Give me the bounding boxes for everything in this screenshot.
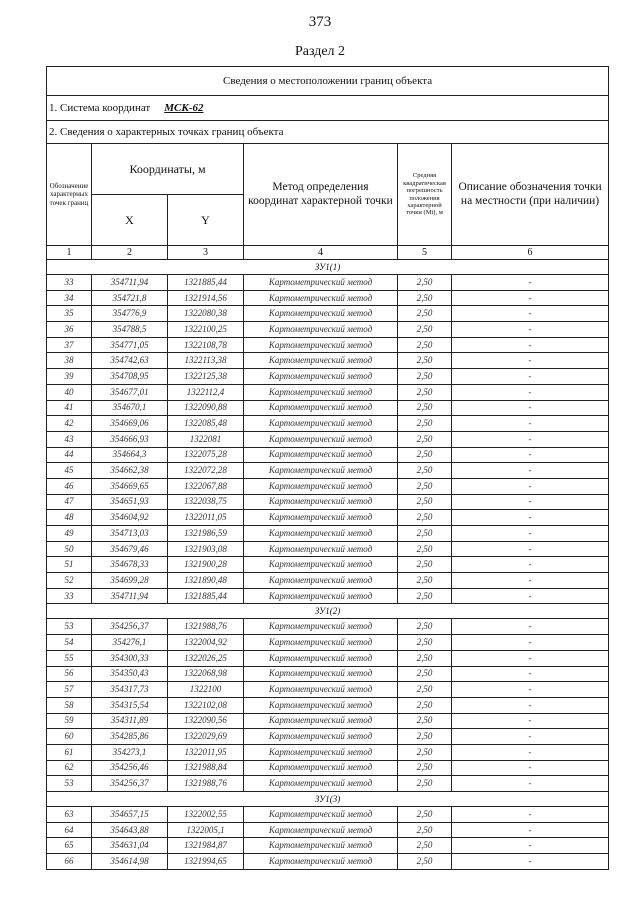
method-cell: Картометрический метод — [244, 478, 398, 494]
page-number: 373 — [308, 14, 332, 30]
method-cell: Картометрический метод — [244, 322, 398, 338]
method-cell: Картометрический метод — [244, 807, 398, 823]
description-cell: - — [452, 666, 609, 682]
method-cell: Картометрический метод — [244, 666, 398, 682]
y-coordinate-cell: 1321986,59 — [168, 526, 244, 542]
description-cell: - — [452, 478, 609, 494]
description-cell: - — [452, 494, 609, 510]
table-row — [47, 854, 609, 870]
header-y: Y — [168, 195, 244, 246]
y-coordinate-cell: 1322108,78 — [168, 337, 244, 353]
table-row — [47, 447, 609, 463]
table-row — [47, 697, 609, 713]
y-coordinate-cell: 1322005,1 — [168, 822, 244, 838]
method-cell: Картометрический метод — [244, 588, 398, 604]
description-cell: - — [452, 369, 609, 385]
point-number-cell: 34 — [47, 290, 92, 306]
error-cell: 2,50 — [398, 822, 452, 838]
y-coordinate-cell: 1322102,08 — [168, 697, 244, 713]
error-cell: 2,50 — [398, 353, 452, 369]
group-name: ЗУ1(3) — [47, 792, 609, 807]
x-coordinate-cell: 354669,06 — [92, 416, 168, 432]
x-coordinate-cell: 354604,92 — [92, 510, 168, 526]
table-row — [47, 557, 609, 573]
method-cell: Картометрический метод — [244, 447, 398, 463]
point-number-cell: 64 — [47, 822, 92, 838]
section-title: Раздел 2 — [294, 44, 346, 59]
error-cell: 2,50 — [398, 650, 452, 666]
description-cell: - — [452, 573, 609, 589]
description-cell: - — [452, 744, 609, 760]
error-cell: 2,50 — [398, 541, 452, 557]
error-cell: 2,50 — [398, 838, 452, 854]
x-coordinate-cell: 354317,73 — [92, 682, 168, 698]
table-row — [47, 807, 609, 823]
method-cell: Картометрический метод — [244, 510, 398, 526]
x-coordinate-cell: 354666,93 — [92, 431, 168, 447]
error-cell: 2,50 — [398, 478, 452, 494]
table-row — [47, 760, 609, 776]
column-number: 6 — [452, 246, 609, 260]
column-number: 4 — [244, 246, 398, 260]
description-cell: - — [452, 557, 609, 573]
table-row — [47, 744, 609, 760]
description-cell: - — [452, 400, 609, 416]
point-number-cell: 53 — [47, 619, 92, 635]
x-coordinate-cell: 354662,38 — [92, 463, 168, 479]
x-coordinate-cell: 354677,01 — [92, 384, 168, 400]
header-point-description: Описание обозначения точки на местности (при наличии) — [452, 144, 609, 246]
y-coordinate-cell: 1322090,88 — [168, 400, 244, 416]
point-number-cell: 33 — [47, 275, 92, 291]
method-cell: Картометрический метод — [244, 697, 398, 713]
description-cell: - — [452, 776, 609, 792]
error-cell: 2,50 — [398, 416, 452, 432]
x-coordinate-cell: 354315,54 — [92, 697, 168, 713]
description-cell: - — [452, 697, 609, 713]
point-number-cell: 56 — [47, 666, 92, 682]
x-coordinate-cell: 354276,1 — [92, 635, 168, 651]
method-cell: Картометрический метод — [244, 744, 398, 760]
x-coordinate-cell: 354256,46 — [92, 760, 168, 776]
description-cell: - — [452, 275, 609, 291]
description-cell: - — [452, 713, 609, 729]
point-number-cell: 47 — [47, 494, 92, 510]
y-coordinate-cell: 1322090,56 — [168, 713, 244, 729]
description-cell: - — [452, 463, 609, 479]
error-cell: 2,50 — [398, 573, 452, 589]
description-cell: - — [452, 384, 609, 400]
table-row — [47, 729, 609, 745]
method-cell: Картометрический метод — [244, 776, 398, 792]
x-coordinate-cell: 354643,88 — [92, 822, 168, 838]
error-cell: 2,50 — [398, 494, 452, 510]
error-cell: 2,50 — [398, 526, 452, 542]
x-coordinate-cell: 354742,63 — [92, 353, 168, 369]
table-row — [47, 776, 609, 792]
header-mean-square-error: Средняя квадратическая погрешность положения характерной точки (Mt), м — [398, 144, 452, 246]
method-cell: Картометрический метод — [244, 275, 398, 291]
column-number: 3 — [168, 246, 244, 260]
method-cell: Картометрический метод — [244, 306, 398, 322]
method-cell: Картометрический метод — [244, 650, 398, 666]
point-number-cell: 41 — [47, 400, 92, 416]
description-cell: - — [452, 322, 609, 338]
error-cell: 2,50 — [398, 306, 452, 322]
method-cell: Картометрический метод — [244, 619, 398, 635]
group-header-row — [47, 604, 609, 619]
points-section-label: 2. Сведения о характерных точках границ объекта — [47, 121, 609, 144]
point-number-cell: 42 — [47, 416, 92, 432]
table-row — [47, 275, 609, 291]
table-row — [47, 384, 609, 400]
error-cell: 2,50 — [398, 431, 452, 447]
coordinate-system-label: 1. Система координат — [49, 101, 151, 114]
description-cell: - — [452, 854, 609, 870]
y-coordinate-cell: 1322085,48 — [168, 416, 244, 432]
point-number-cell: 53 — [47, 776, 92, 792]
x-coordinate-cell: 354776,9 — [92, 306, 168, 322]
description-cell: - — [452, 337, 609, 353]
table-row — [47, 463, 609, 479]
table-row — [47, 337, 609, 353]
y-coordinate-cell: 1322080,38 — [168, 306, 244, 322]
method-cell: Картометрический метод — [244, 463, 398, 479]
point-number-cell: 52 — [47, 573, 92, 589]
error-cell: 2,50 — [398, 447, 452, 463]
y-coordinate-cell: 1321900,28 — [168, 557, 244, 573]
y-coordinate-cell: 1322100 — [168, 682, 244, 698]
column-number: 5 — [398, 246, 452, 260]
method-cell: Картометрический метод — [244, 682, 398, 698]
x-coordinate-cell: 354679,46 — [92, 541, 168, 557]
error-cell: 2,50 — [398, 682, 452, 698]
column-numbers-row — [47, 246, 609, 260]
table-row — [47, 635, 609, 651]
y-coordinate-cell: 1321890,48 — [168, 573, 244, 589]
description-cell: - — [452, 619, 609, 635]
point-number-cell: 55 — [47, 650, 92, 666]
x-coordinate-cell: 354669,65 — [92, 478, 168, 494]
x-coordinate-cell: 354350,43 — [92, 666, 168, 682]
y-coordinate-cell: 1321914,56 — [168, 290, 244, 306]
x-coordinate-cell: 354256,37 — [92, 776, 168, 792]
description-cell: - — [452, 510, 609, 526]
group-name: ЗУ1(1) — [47, 260, 609, 275]
y-coordinate-cell: 1321903,08 — [168, 541, 244, 557]
x-coordinate-cell: 354614,98 — [92, 854, 168, 870]
error-cell: 2,50 — [398, 666, 452, 682]
error-cell: 2,50 — [398, 369, 452, 385]
description-cell: - — [452, 353, 609, 369]
x-coordinate-cell: 354711,94 — [92, 588, 168, 604]
error-cell: 2,50 — [398, 807, 452, 823]
point-number-cell: 57 — [47, 682, 92, 698]
error-cell: 2,50 — [398, 729, 452, 745]
error-cell: 2,50 — [398, 635, 452, 651]
y-coordinate-cell: 1322002,55 — [168, 807, 244, 823]
method-cell: Картометрический метод — [244, 431, 398, 447]
group-header-row — [47, 260, 609, 275]
x-coordinate-cell: 354664,3 — [92, 447, 168, 463]
y-coordinate-cell: 1321885,44 — [168, 588, 244, 604]
description-cell: - — [452, 807, 609, 823]
method-cell: Картометрический метод — [244, 369, 398, 385]
error-cell: 2,50 — [398, 557, 452, 573]
point-number-cell: 49 — [47, 526, 92, 542]
point-number-cell: 48 — [47, 510, 92, 526]
error-cell: 2,50 — [398, 744, 452, 760]
method-cell: Картометрический метод — [244, 526, 398, 542]
error-cell: 2,50 — [398, 463, 452, 479]
x-coordinate-cell: 354771,05 — [92, 337, 168, 353]
table-row — [47, 541, 609, 557]
point-number-cell: 40 — [47, 384, 92, 400]
table-row — [47, 682, 609, 698]
table-row — [47, 306, 609, 322]
y-coordinate-cell: 1322125,38 — [168, 369, 244, 385]
point-number-cell: 58 — [47, 697, 92, 713]
table-row — [47, 510, 609, 526]
table-row — [47, 322, 609, 338]
x-coordinate-cell: 354657,15 — [92, 807, 168, 823]
description-cell: - — [452, 729, 609, 745]
x-coordinate-cell: 354300,33 — [92, 650, 168, 666]
description-cell: - — [452, 760, 609, 776]
y-coordinate-cell: 1322113,38 — [168, 353, 244, 369]
description-cell: - — [452, 588, 609, 604]
x-coordinate-cell: 354311,89 — [92, 713, 168, 729]
error-cell: 2,50 — [398, 713, 452, 729]
point-number-cell: 60 — [47, 729, 92, 745]
method-cell: Картометрический метод — [244, 822, 398, 838]
y-coordinate-cell: 1322067,88 — [168, 478, 244, 494]
column-number: 2 — [92, 246, 168, 260]
y-coordinate-cell: 1322081 — [168, 431, 244, 447]
group-name: ЗУ1(2) — [47, 604, 609, 619]
x-coordinate-cell: 354708,95 — [92, 369, 168, 385]
point-number-cell: 46 — [47, 478, 92, 494]
point-number-cell: 66 — [47, 854, 92, 870]
table-row — [47, 838, 609, 854]
x-coordinate-cell: 354711,94 — [92, 275, 168, 291]
point-number-cell: 54 — [47, 635, 92, 651]
method-cell: Картометрический метод — [244, 337, 398, 353]
table-row — [47, 666, 609, 682]
header-point-designation: Обозначение характерных точек границ — [47, 144, 92, 246]
point-number-cell: 45 — [47, 463, 92, 479]
error-cell: 2,50 — [398, 384, 452, 400]
description-cell: - — [452, 306, 609, 322]
table-row — [47, 290, 609, 306]
y-coordinate-cell: 1321885,44 — [168, 275, 244, 291]
error-cell: 2,50 — [398, 275, 452, 291]
description-cell: - — [452, 635, 609, 651]
column-number: 1 — [47, 246, 92, 260]
description-cell: - — [452, 822, 609, 838]
y-coordinate-cell: 1322011,05 — [168, 510, 244, 526]
table-title: Сведения о местоположении границ объекта — [47, 67, 609, 96]
y-coordinate-cell: 1322011,95 — [168, 744, 244, 760]
description-cell: - — [452, 682, 609, 698]
header-x: X — [92, 195, 168, 246]
table-row — [47, 573, 609, 589]
method-cell: Картометрический метод — [244, 416, 398, 432]
description-cell: - — [452, 541, 609, 557]
y-coordinate-cell: 1322038,75 — [168, 494, 244, 510]
method-cell: Картометрический метод — [244, 838, 398, 854]
y-coordinate-cell: 1321994,65 — [168, 854, 244, 870]
x-coordinate-cell: 354721,8 — [92, 290, 168, 306]
method-cell: Картометрический метод — [244, 494, 398, 510]
point-number-cell: 44 — [47, 447, 92, 463]
description-cell: - — [452, 447, 609, 463]
point-number-cell: 36 — [47, 322, 92, 338]
x-coordinate-cell: 354699,28 — [92, 573, 168, 589]
table-row — [47, 822, 609, 838]
table-row — [47, 588, 609, 604]
table-row — [47, 400, 609, 416]
method-cell: Картометрический метод — [244, 635, 398, 651]
y-coordinate-cell: 1322026,25 — [168, 650, 244, 666]
table-row — [47, 369, 609, 385]
table-row — [47, 494, 609, 510]
error-cell: 2,50 — [398, 290, 452, 306]
header-coordinates: Координаты, м — [92, 144, 244, 195]
description-cell: - — [452, 838, 609, 854]
point-number-cell: 33 — [47, 588, 92, 604]
point-number-cell: 51 — [47, 557, 92, 573]
description-cell: - — [452, 416, 609, 432]
coordinate-system-row — [47, 96, 609, 121]
point-number-cell: 61 — [47, 744, 92, 760]
x-coordinate-cell: 354273,1 — [92, 744, 168, 760]
point-number-cell: 39 — [47, 369, 92, 385]
y-coordinate-cell: 1322029,69 — [168, 729, 244, 745]
table-row — [47, 416, 609, 432]
y-coordinate-cell: 1321984,87 — [168, 838, 244, 854]
table-row — [47, 526, 609, 542]
x-coordinate-cell: 354678,33 — [92, 557, 168, 573]
x-coordinate-cell: 354285,86 — [92, 729, 168, 745]
method-cell: Картометрический метод — [244, 541, 398, 557]
error-cell: 2,50 — [398, 588, 452, 604]
point-number-cell: 37 — [47, 337, 92, 353]
x-coordinate-cell: 354670,1 — [92, 400, 168, 416]
x-coordinate-cell: 354713,03 — [92, 526, 168, 542]
boundary-points-table — [46, 66, 609, 870]
table-row — [47, 353, 609, 369]
y-coordinate-cell: 1322072,28 — [168, 463, 244, 479]
error-cell: 2,50 — [398, 760, 452, 776]
coordinate-system-value: МСК-62 — [164, 101, 204, 114]
point-number-cell: 65 — [47, 838, 92, 854]
error-cell: 2,50 — [398, 854, 452, 870]
error-cell: 2,50 — [398, 697, 452, 713]
point-number-cell: 35 — [47, 306, 92, 322]
x-coordinate-cell: 354256,37 — [92, 619, 168, 635]
method-cell: Картометрический метод — [244, 729, 398, 745]
x-coordinate-cell: 354788,5 — [92, 322, 168, 338]
error-cell: 2,50 — [398, 776, 452, 792]
description-cell: - — [452, 650, 609, 666]
description-cell: - — [452, 290, 609, 306]
y-coordinate-cell: 1322004,92 — [168, 635, 244, 651]
x-coordinate-cell: 354631,04 — [92, 838, 168, 854]
table-row — [47, 713, 609, 729]
point-number-cell: 62 — [47, 760, 92, 776]
y-coordinate-cell: 1322075,28 — [168, 447, 244, 463]
y-coordinate-cell: 1322112,4 — [168, 384, 244, 400]
point-number-cell: 38 — [47, 353, 92, 369]
method-cell: Картометрический метод — [244, 353, 398, 369]
y-coordinate-cell: 1321988,76 — [168, 619, 244, 635]
point-number-cell: 59 — [47, 713, 92, 729]
y-coordinate-cell: 1321988,84 — [168, 760, 244, 776]
y-coordinate-cell: 1322068,98 — [168, 666, 244, 682]
error-cell: 2,50 — [398, 322, 452, 338]
table-row — [47, 431, 609, 447]
method-cell: Картометрический метод — [244, 760, 398, 776]
group-header-row — [47, 792, 609, 807]
method-cell: Картометрический метод — [244, 713, 398, 729]
method-cell: Картометрический метод — [244, 384, 398, 400]
y-coordinate-cell: 1321988,76 — [168, 776, 244, 792]
table-row — [47, 619, 609, 635]
header-method: Метод определения координат характерной точки — [244, 144, 398, 246]
error-cell: 2,50 — [398, 619, 452, 635]
description-cell: - — [452, 526, 609, 542]
point-number-cell: 63 — [47, 807, 92, 823]
point-number-cell: 50 — [47, 541, 92, 557]
method-cell: Картометрический метод — [244, 854, 398, 870]
table-row — [47, 650, 609, 666]
method-cell: Картометрический метод — [244, 290, 398, 306]
table-row — [47, 478, 609, 494]
x-coordinate-cell: 354651,93 — [92, 494, 168, 510]
description-cell: - — [452, 431, 609, 447]
error-cell: 2,50 — [398, 400, 452, 416]
error-cell: 2,50 — [398, 510, 452, 526]
error-cell: 2,50 — [398, 337, 452, 353]
method-cell: Картометрический метод — [244, 400, 398, 416]
method-cell: Картометрический метод — [244, 557, 398, 573]
method-cell: Картометрический метод — [244, 573, 398, 589]
point-number-cell: 43 — [47, 431, 92, 447]
y-coordinate-cell: 1322100,25 — [168, 322, 244, 338]
